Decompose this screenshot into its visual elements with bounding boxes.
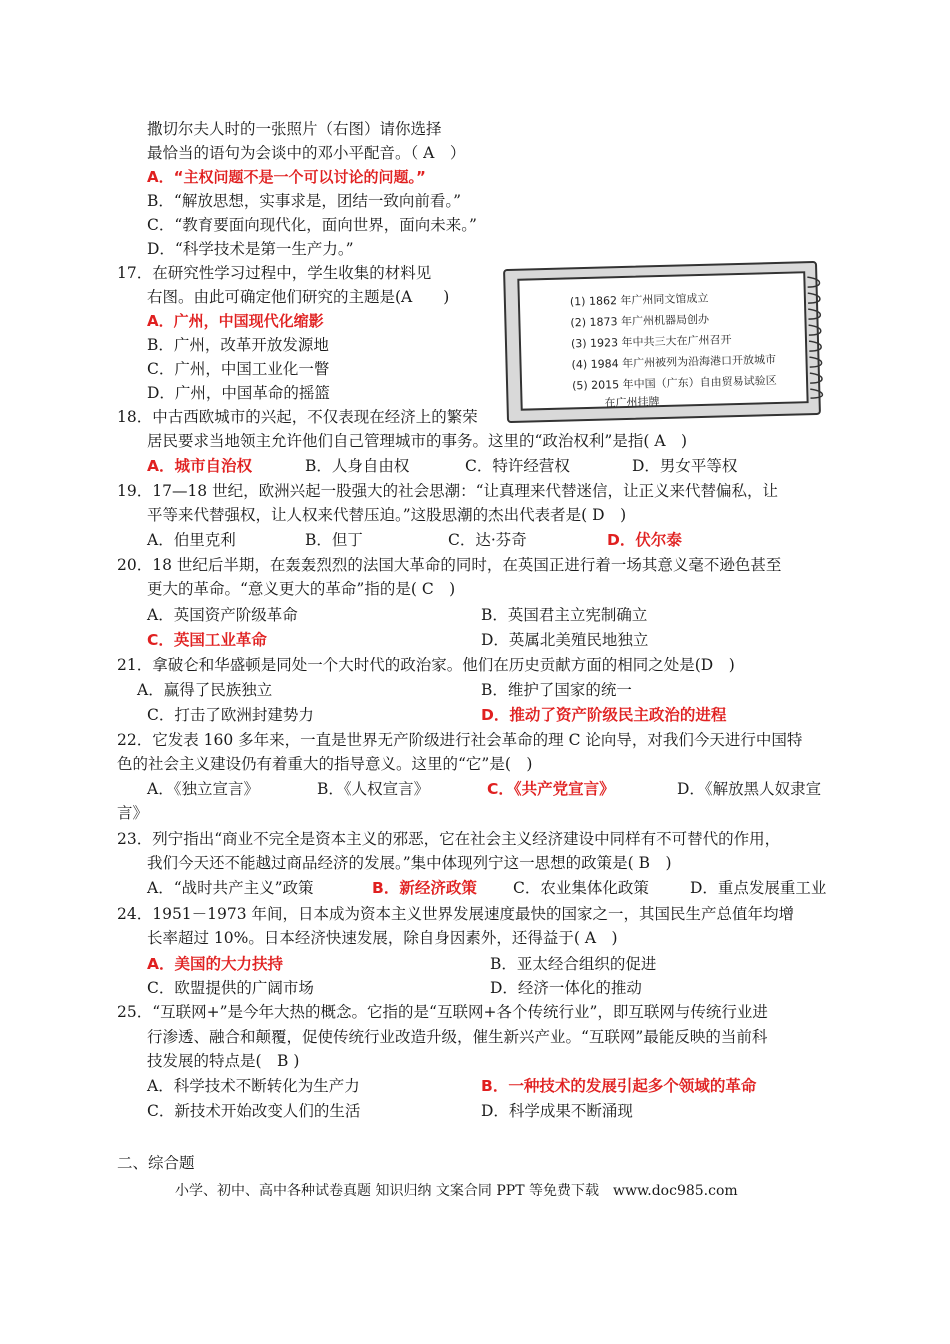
notebook-page — [517, 271, 808, 410]
q21-option-c: C．打击了欧洲封建势力 — [147, 706, 314, 724]
q21-option-a: A．赢得了民族独立 — [137, 681, 273, 699]
q19-option-b: B．但丁 — [305, 531, 363, 549]
notebook-item: 在广州挂牌 — [604, 395, 660, 410]
q25-option-b: B．一种技术的发展引起多个领域的革命 — [481, 1077, 757, 1095]
q21-option-b: B．维护了国家的统一 — [481, 681, 632, 699]
q19-option-c: C．达·芬奇 — [448, 531, 527, 549]
q22-line2: 色的社会主义建设仍有着重大的指导意义。这里的“它”是( ) — [117, 755, 533, 773]
notebook-item: (2) 1873 年广州机器局创办 — [570, 312, 710, 330]
q16-option-a: A．“主权问题不是一个可以讨论的问题。” — [147, 168, 426, 186]
notebook-item: (5) 2015 年中国（广东）自由贸易试验区 — [571, 374, 777, 393]
notebook-item: (4) 1984 年广州被列为沿海港口开放城市 — [571, 353, 777, 372]
q24-line1: 24．1951－1973 年间，日本成为资本主义世界发展速度最快的国家之一，其国民生产总值年均增 — [117, 905, 795, 923]
q18-option-d: D．男女平等权 — [632, 457, 738, 475]
q25-option-a: A．科学技术不断转化为生产力 — [147, 1077, 360, 1095]
q25-line3: 技发展的特点是( B ) — [147, 1052, 300, 1070]
q16-option-b: B．“解放思想，实事求是，团结一致向前看。” — [147, 192, 461, 210]
q20-line1: 20．18 世纪后半期，在轰轰烈烈的法国大革命的同时，在英国正进行着一场其意义毫不逊色甚至 — [117, 556, 782, 574]
q19-line2: 平等来代替强权，让人权来代替压迫。”这股思潮的杰出代表者是( D ) — [147, 506, 627, 524]
q20-option-b: B．英国君主立宪制确立 — [481, 606, 648, 624]
q22-option-c: C．《共产党宣言》 — [487, 780, 615, 798]
q24-option-a: A．美国的大力扶持 — [147, 955, 283, 973]
q23-option-d: D．重点发展重工业 — [690, 879, 827, 897]
q22-option-b: B．《人权宣言》 — [317, 780, 430, 798]
q23-option-a: A．“战时共产主义”政策 — [147, 879, 314, 897]
q25-option-d: D．科学成果不断涌现 — [481, 1102, 633, 1120]
q22-option-d: D．《解放黑人奴隶宣 — [677, 780, 822, 798]
section-heading: 二、综合题 — [117, 1154, 195, 1172]
q17-option-d: D．广州，中国革命的摇篮 — [147, 384, 330, 402]
q20-line2: 更大的革命。“意义更大的革命”指的是( C ) — [147, 580, 456, 598]
q24-option-b: B．亚太经合组织的促进 — [490, 955, 657, 973]
q20-option-c: C．英国工业革命 — [147, 631, 267, 649]
q18-option-b: B．人身自由权 — [305, 457, 410, 475]
notebook-item: (3) 1923 年中共三大在广州召开 — [570, 333, 732, 351]
q25-option-c: C．新技术开始改变人们的生活 — [147, 1102, 361, 1120]
q18-line2: 居民要求当地领主允许他们自己管理城市的事务。这里的“政治权利”是指( A ) — [147, 432, 688, 450]
q18-option-c: C．特许经营权 — [465, 457, 570, 475]
q17-option-a: A．广州，中国现代化缩影 — [147, 312, 324, 330]
q24-option-d: D．经济一体化的推动 — [490, 979, 642, 997]
q17-line2: 右图。由此可确定他们研究的主题是(A ) — [147, 288, 450, 306]
q16-option-d: D．“科学技术是第一生产力。” — [147, 240, 354, 258]
q24-option-c: C．欧盟提供的广阔市场 — [147, 979, 314, 997]
q22-option-d-continued: 言》 — [117, 804, 149, 822]
q16-option-c: C．“教育要面向现代化，面向世界，面向未来。” — [147, 216, 477, 234]
q21-line1: 21．拿破仑和华盛顿是同处一个大时代的政治家。他们在历史贡献方面的相同之处是(D ) — [117, 656, 735, 674]
q18-option-a: A．城市自治权 — [147, 457, 252, 475]
q19-option-d: D．伏尔泰 — [607, 531, 682, 549]
page-footer: 小学、初中、高中各种试卷真题 知识归纳 文案合同 PPT 等免费下载 www.doc985.com — [175, 1183, 738, 1199]
notebook-figure — [503, 261, 821, 423]
q23-option-c: C．农业集体化政策 — [513, 879, 649, 897]
q19-option-a: A．伯里克利 — [147, 531, 236, 549]
q20-option-a: A．英国资产阶级革命 — [147, 606, 298, 624]
q22-option-a: A．《独立宣言》 — [147, 780, 259, 798]
q25-line1: 25．“互联网+”是今年大热的概念。它指的是“互联网+各个传统行业”，即互联网与传统行业进 — [117, 1003, 768, 1021]
q21-option-d: D．推动了资产阶级民主政治的进程 — [481, 706, 727, 724]
q16-line1: 撒切尔夫人时的一张照片（右图）请你选择 — [147, 120, 442, 138]
q17-option-c: C．广州，中国工业化一瞥 — [147, 360, 330, 378]
q25-line2: 行渗透、融合和颠覆，促使传统行业改造升级，催生新兴产业。“互联网”最能反映的当前科 — [147, 1028, 768, 1046]
q17-option-b: B．广州，改革开放发源地 — [147, 336, 329, 354]
q23-line1: 23．列宁指出“商业不完全是资本主义的邪恶，它在社会主义经济建设中同样有不可替代的作用， — [117, 830, 781, 848]
q23-option-b: B．新经济政策 — [372, 879, 477, 897]
q17-line1: 17．在研究性学习过程中，学生收集的材料见 — [117, 264, 432, 282]
spiral-binding-icon — [805, 271, 826, 401]
q16-line2: 最恰当的语句为会谈中的邓小平配音。（ A ） — [147, 144, 466, 162]
q22-line1: 22．它发表 160 多年来，一直是世界无产阶级进行社会革命的理 C 论向导，对我们今天进行中国特 — [117, 731, 803, 749]
q20-option-d: D．英属北美殖民地独立 — [481, 631, 649, 649]
q19-line1: 19．17—18 世纪，欧洲兴起一股强大的社会思潮：“让真理来代替迷信，让正义来代替偏私，让 — [117, 482, 779, 500]
notebook-item: (1) 1862 年广州同文馆成立 — [569, 291, 709, 309]
q18-line1: 18．中古西欧城市的兴起，不仅表现在经济上的繁荣 — [117, 408, 478, 426]
q24-line2: 长率超过 10%。日本经济快速发展，除自身因素外，还得益于( A ) — [147, 929, 618, 947]
q23-line2: 我们今天还不能越过商品经济的发展。”集中体现列宁这一思想的政策是( B ) — [147, 854, 672, 872]
